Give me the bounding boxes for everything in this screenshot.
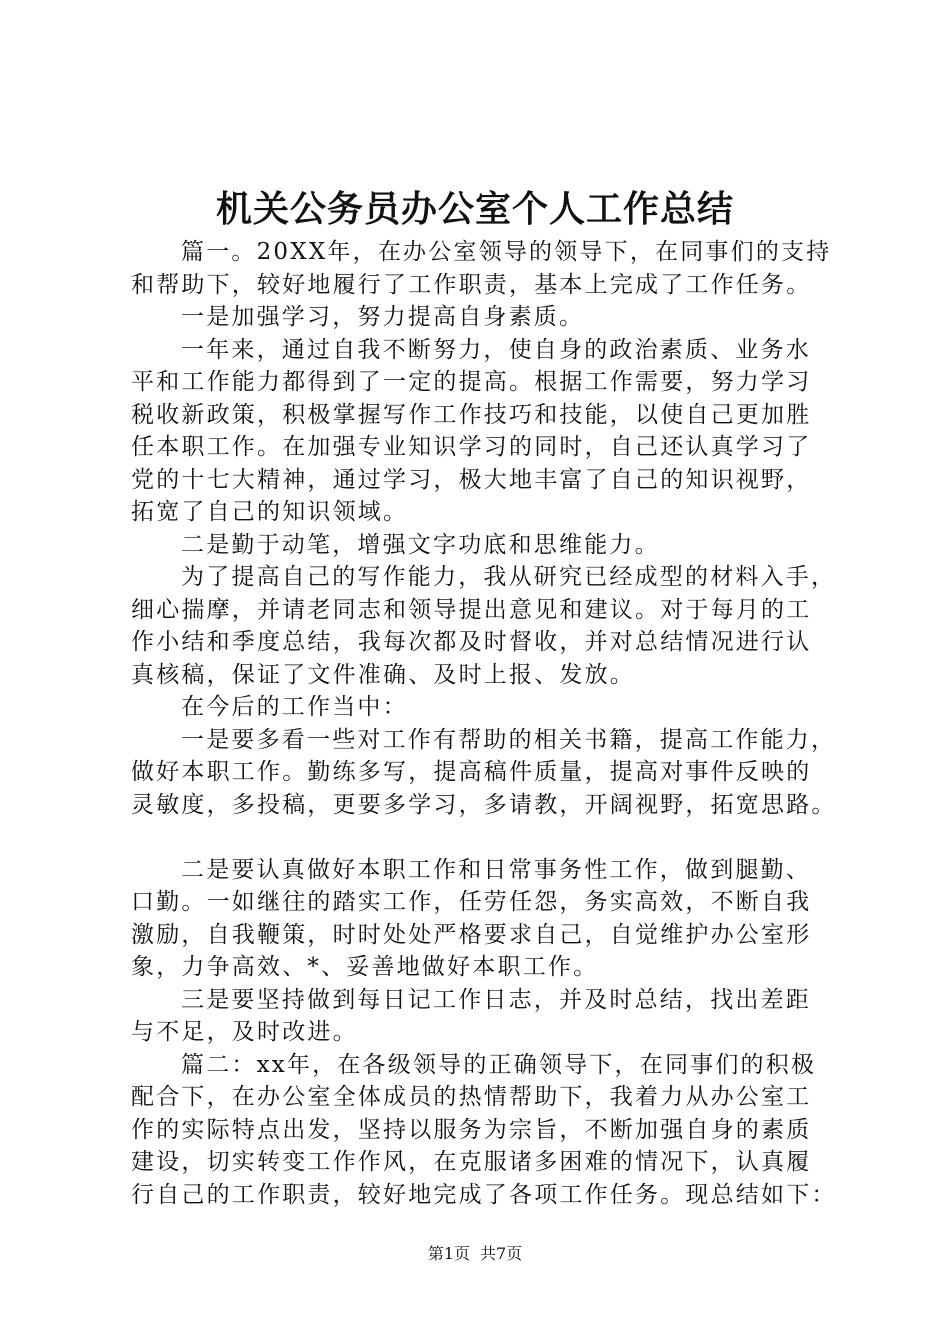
paragraph-line: 象，力争高效、*、妥善地做好本职工作。: [131, 954, 599, 980]
paragraph-line: 任本职工作。在加强专业知识学习的同时，自己还认真学习了: [131, 434, 812, 460]
paragraph-line: 税收新政策，积极掌握写作工作技巧和技能，以使自己更加胜: [131, 401, 812, 428]
paragraph-line: 真核稿，保证了文件准确、及时上报、发放。: [131, 661, 635, 688]
paragraph-line: 一是加强学习，努力提高自身素质。: [181, 304, 585, 330]
paragraph-line: 灵敏度，多投稿，更要多学习，多请教，开阔视野，拓宽思路。: [131, 791, 837, 818]
paragraph-line: 激励，自我鞭策，时时处处严格要求自己，自觉维护办公室形: [131, 921, 812, 948]
paragraph-line: 二是要认真做好本职工作和日常事务性工作，做到腿勤、: [181, 856, 811, 883]
paragraph-line: 一年来，通过自我不断努力，使自身的政治素质、业务水: [181, 336, 811, 363]
paragraph-line: 二是勤于动笔，增强文字功底和思维能力。: [181, 531, 660, 558]
paragraph-line: 口勤。一如继往的踏实工作，任劳任怨，务实高效，不断自我: [131, 889, 812, 915]
paragraph-line: 篇二：xx年，在各级领导的正确领导下，在同事们的积极: [181, 1051, 817, 1078]
paragraph-line: 平和工作能力都得到了一定的提高。根据工作需要，努力学习: [131, 369, 812, 395]
paragraph-line: 与不足，及时改进。: [131, 1019, 358, 1045]
paragraph-line: 为了提高自己的写作能力，我从研究已经成型的材料入手，: [181, 564, 837, 590]
paragraph-line: 作小结和季度总结，我每次都及时督收，并对总结情况进行认: [131, 629, 812, 655]
page-total: 共7页: [480, 1244, 523, 1263]
document-body: [131, 236, 851, 1211]
paragraph-line: 在今后的工作当中：: [181, 694, 408, 720]
paragraph-line: 建设，切实转变工作作风，在克服诸多困难的情况下，认真履: [131, 1149, 812, 1175]
page-footer: [0, 1243, 950, 1265]
paragraph-gap: [131, 821, 851, 854]
document-title: 机关公务员办公室个人工作总结: [215, 189, 734, 230]
paragraph-line: 三是要坚持做到每日记工作日志，并及时总结，找出差距: [181, 986, 811, 1013]
paragraph-line: 一是要多看一些对工作有帮助的相关书籍，提高工作能力，: [181, 726, 837, 753]
paragraph-line: 细心揣摩，并请老同志和领导提出意见和建议。对于每月的工: [131, 596, 812, 623]
page-number: 第1页: [427, 1244, 470, 1263]
paragraph-line: 和帮助下，较好地履行了工作职责，基本上完成了工作任务。: [131, 271, 812, 298]
paragraph-line: 作的实际特点出发，坚持以服务为宗旨，不断加强自身的素质: [131, 1116, 812, 1143]
paragraph-line: 篇一。20XX年，在办公室领导的领导下，在同事们的支持: [181, 239, 832, 265]
paragraph-line: 党的十七大精神，通过学习，极大地丰富了自己的知识视野，: [131, 466, 812, 493]
paragraph-line: 配合下，在办公室全体成员的热情帮助下，我着力从办公室工: [131, 1084, 812, 1110]
paragraph-line: 拓宽了自己的知识领域。: [131, 499, 409, 525]
paragraph-line: 做好本职工作。勤练多写，提高稿件质量，提高对事件反映的: [131, 759, 812, 785]
paragraph-line: 行自己的工作职责，较好地完成了各项工作任务。现总结如下：: [131, 1181, 837, 1208]
